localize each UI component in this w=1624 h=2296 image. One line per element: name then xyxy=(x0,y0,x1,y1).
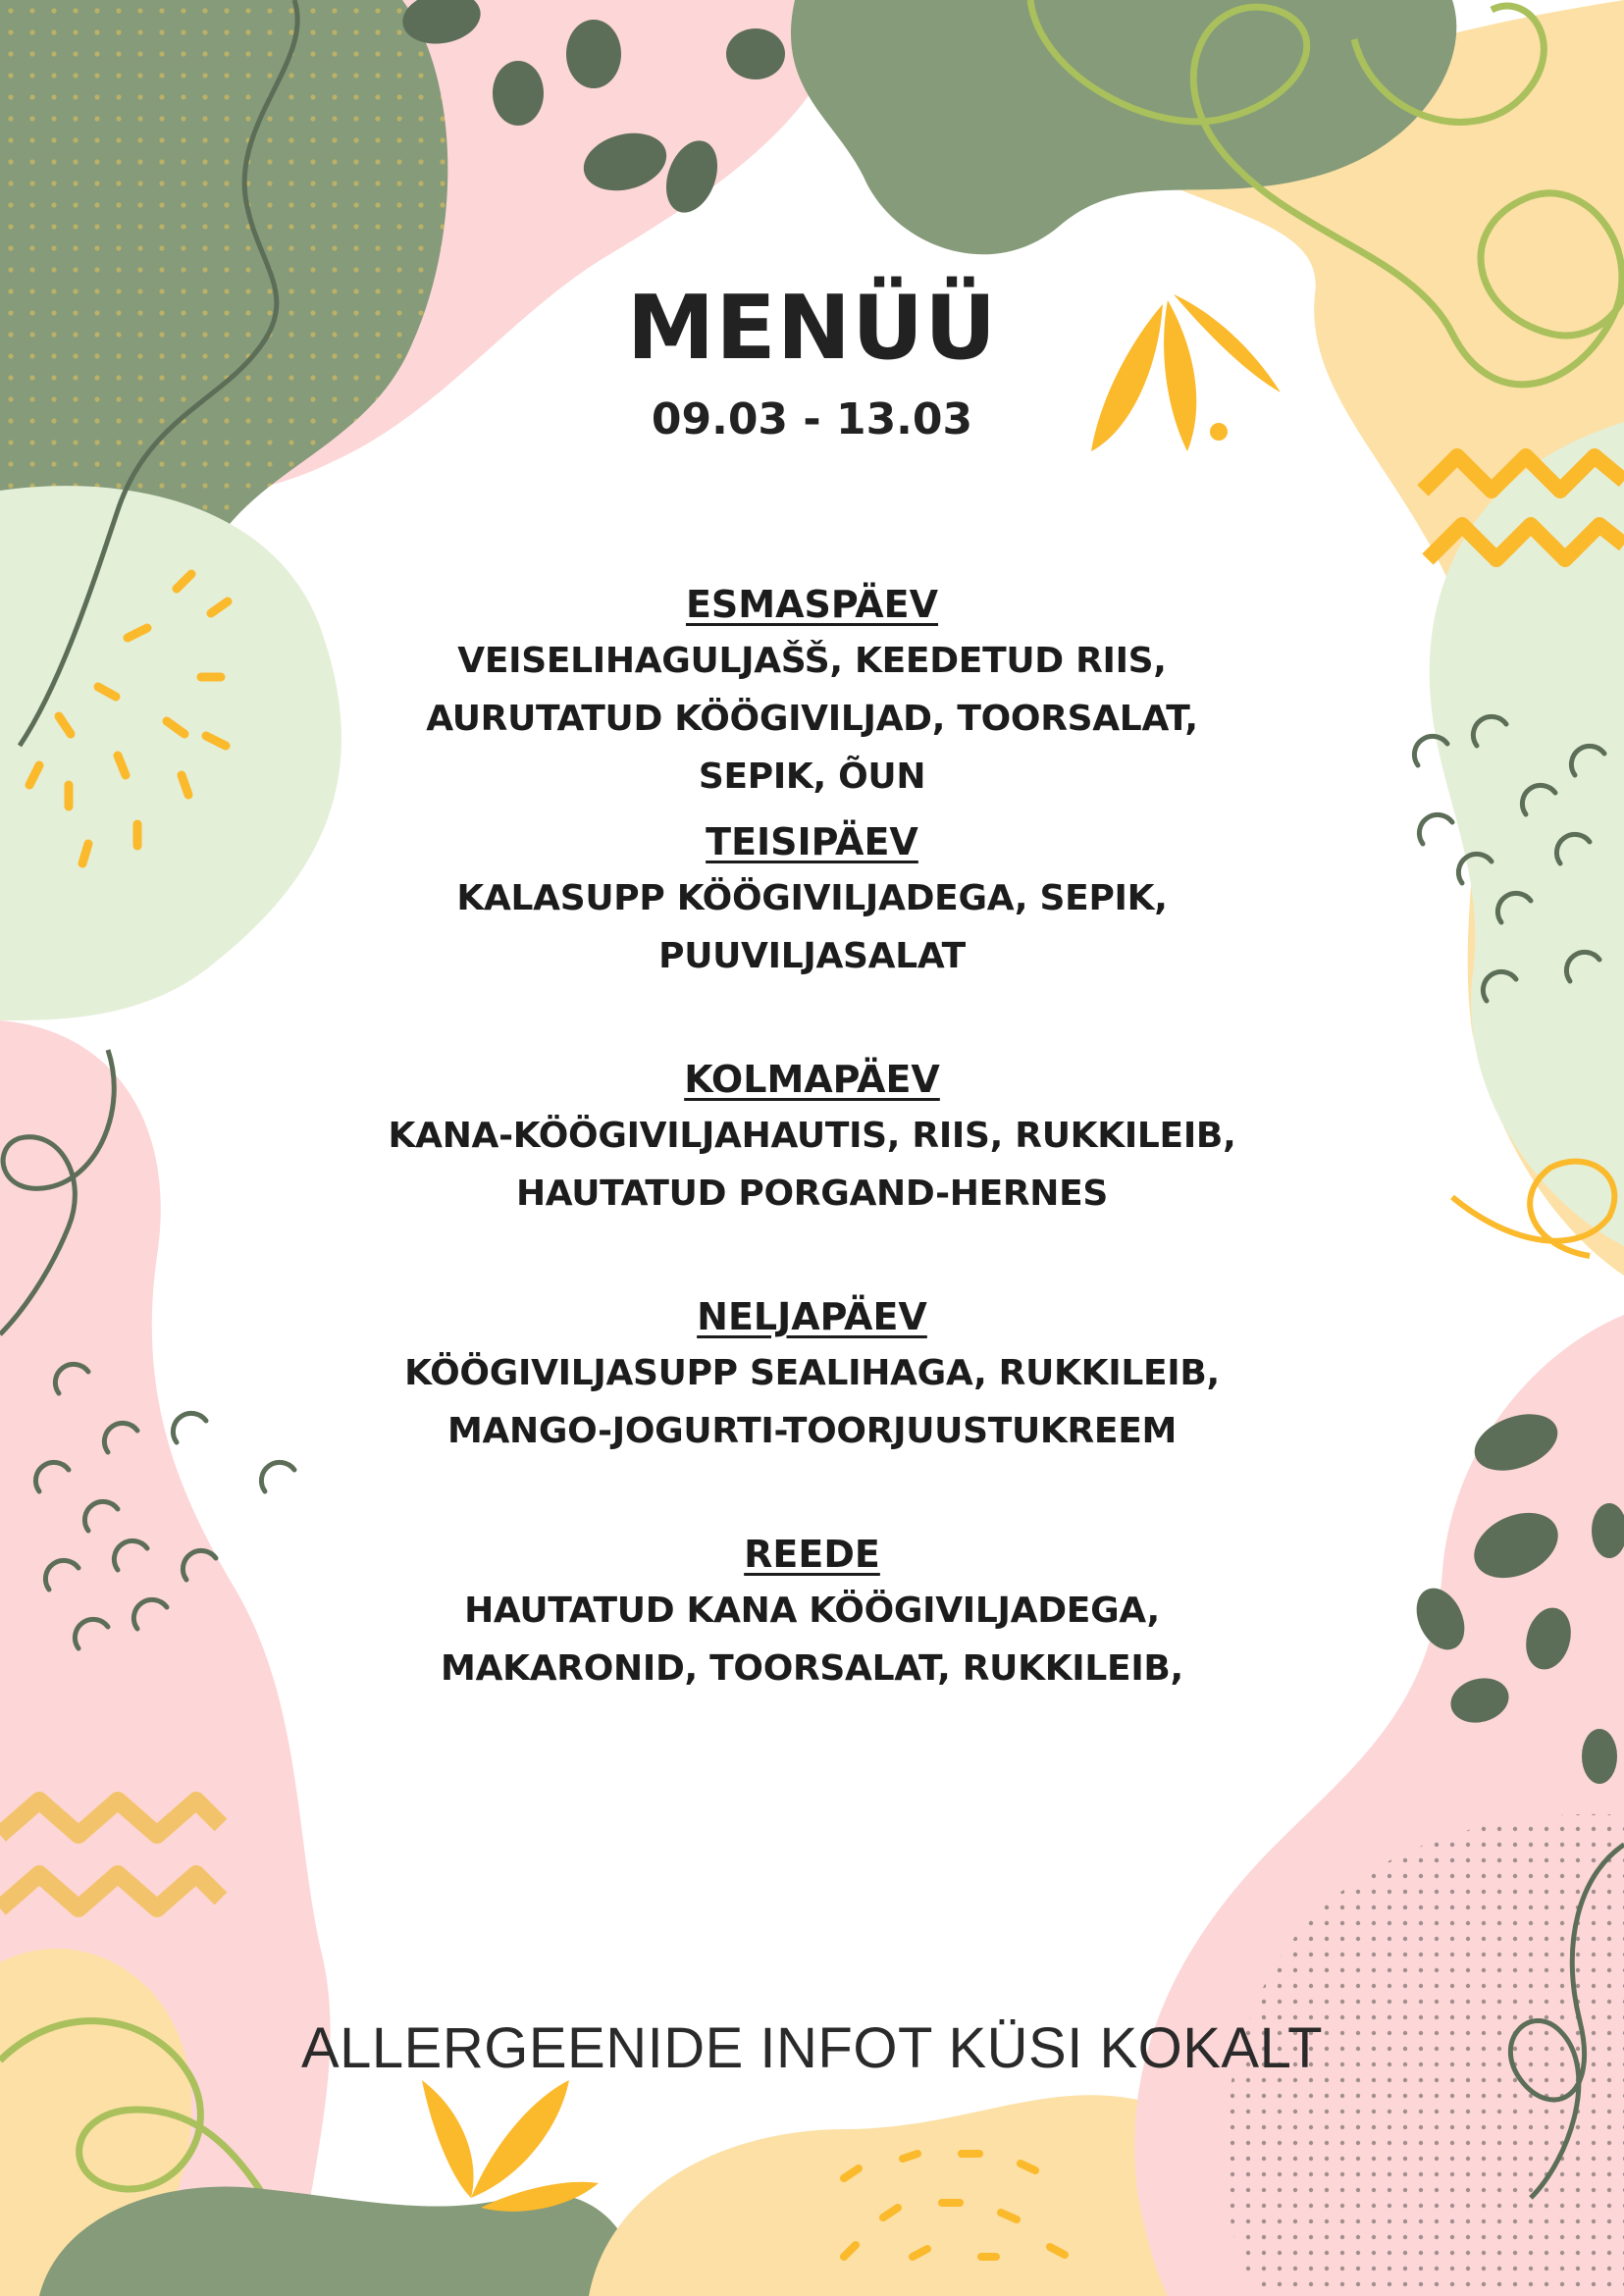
dish-line: KALASUPP KÖÖGIVILJADEGA, SEPIK, xyxy=(456,878,1168,918)
day-name: REEDE xyxy=(744,1533,880,1576)
date-range: 09.03 - 13.03 xyxy=(651,394,973,444)
day-wednesday xyxy=(275,1052,1349,1289)
dish-line: PUUVILJASALAT xyxy=(658,936,966,976)
day-friday xyxy=(275,1527,1349,1764)
day-name: TEISIPÄEV xyxy=(706,820,918,863)
menu-list xyxy=(275,577,1349,1764)
page-title: MENÜÜ xyxy=(626,277,998,380)
dish-line: AURUTATUD KÖÖGIVILJAD, TOORSALAT, xyxy=(426,699,1198,739)
day-thursday xyxy=(275,1289,1349,1527)
day-name: ESMASPÄEV xyxy=(685,583,939,626)
dish-line: SEPIK, ÕUN xyxy=(698,757,926,797)
day-tuesday xyxy=(275,814,1349,1052)
peach-blob-bottom-center xyxy=(589,2095,1220,2296)
dish-line: MANGO-JOGURTI-TOORJUUSTUKREEM xyxy=(446,1411,1178,1451)
dish-line: KANA-KÖÖGIVILJAHAUTIS, RIIS, RUKKILEIB, xyxy=(388,1116,1236,1156)
day-monday xyxy=(275,577,1349,814)
dish-line: MAKARONID, TOORSALAT, RUKKILEIB, xyxy=(441,1648,1183,1689)
dish-line: HAUTATUD KANA KÖÖGIVILJADEGA, xyxy=(464,1591,1160,1631)
day-name: NELJAPÄEV xyxy=(697,1295,927,1338)
yellow-leaf-bottom-icon xyxy=(422,2080,599,2212)
day-name: KOLMAPÄEV xyxy=(684,1058,940,1101)
dish-line: KÖÖGIVILJASUPP SEALIHAGA, RUKKILEIB, xyxy=(404,1353,1220,1393)
allergen-note: ALLERGEENIDE INFOT KÜSI KOKALT xyxy=(300,2016,1324,2080)
dish-line: HAUTATUD PORGAND-HERNES xyxy=(515,1174,1109,1214)
dish-line: VEISELIHAGULJAŠŠ, KEEDETUD RIIS, xyxy=(457,641,1167,681)
